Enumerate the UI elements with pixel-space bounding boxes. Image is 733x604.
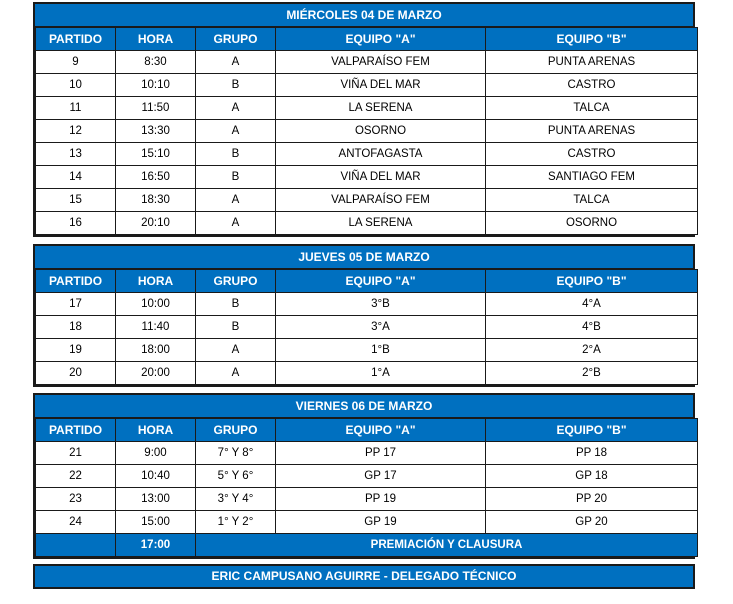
cell-grupo: B <box>196 316 276 339</box>
table-row <box>36 74 698 97</box>
schedule-day-2 <box>33 244 695 387</box>
cell-equipo-a: OSORNO <box>276 120 486 143</box>
cell-equipo-a: GP 19 <box>276 511 486 534</box>
cell-equipo-a: VALPARAÍSO FEM <box>276 51 486 74</box>
cell-equipo-b: TALCA <box>486 97 698 120</box>
matches-table <box>35 418 698 557</box>
cell-partido: 18 <box>36 316 116 339</box>
cell-hora: 18:30 <box>116 189 196 212</box>
col-header-partido: PARTIDO <box>36 28 116 51</box>
cell-equipo-a: 1°A <box>276 362 486 385</box>
col-header-hora: HORA <box>116 28 196 51</box>
col-header-grupo: GRUPO <box>196 270 276 293</box>
cell-partido: 9 <box>36 51 116 74</box>
cell-equipo-b: CASTRO <box>486 143 698 166</box>
cell-hora: 13:00 <box>116 488 196 511</box>
cell-partido: 24 <box>36 511 116 534</box>
table-row <box>36 465 698 488</box>
cell-equipo-b: CASTRO <box>486 74 698 97</box>
cell-hora: 10:40 <box>116 465 196 488</box>
cell-grupo: B <box>196 143 276 166</box>
cell-equipo-a: LA SERENA <box>276 97 486 120</box>
cell-equipo-b: TALCA <box>486 189 698 212</box>
cell-hora: 11:40 <box>116 316 196 339</box>
col-header-grupo: GRUPO <box>196 419 276 442</box>
cell-partido: 20 <box>36 362 116 385</box>
cell-partido: 22 <box>36 465 116 488</box>
cell-equipo-a: 1°B <box>276 339 486 362</box>
closing-blank <box>36 534 116 557</box>
cell-grupo: 3° Y 4° <box>196 488 276 511</box>
cell-equipo-b: GP 20 <box>486 511 698 534</box>
cell-partido: 11 <box>36 97 116 120</box>
col-header-equipo-b: EQUIPO "B" <box>486 28 698 51</box>
table-row <box>36 362 698 385</box>
cell-hora: 18:00 <box>116 339 196 362</box>
matches-table <box>35 27 698 235</box>
cell-equipo-a: VIÑA DEL MAR <box>276 166 486 189</box>
cell-equipo-b: PP 18 <box>486 442 698 465</box>
signature-bar: ERIC CAMPUSANO AGUIRRE - DELEGADO TÉCNICO <box>33 564 695 589</box>
col-header-grupo: GRUPO <box>196 28 276 51</box>
cell-grupo: 5° Y 6° <box>196 465 276 488</box>
col-header-hora: HORA <box>116 419 196 442</box>
cell-grupo: 1° Y 2° <box>196 511 276 534</box>
table-row <box>36 143 698 166</box>
cell-hora: 20:00 <box>116 362 196 385</box>
cell-equipo-b: 4°A <box>486 293 698 316</box>
table-row <box>36 120 698 143</box>
day-title: VIERNES 06 DE MARZO <box>35 395 693 418</box>
table-row <box>36 166 698 189</box>
header-row <box>36 419 698 442</box>
cell-grupo: A <box>196 189 276 212</box>
cell-partido: 19 <box>36 339 116 362</box>
cell-equipo-a: PP 17 <box>276 442 486 465</box>
header-row <box>36 270 698 293</box>
closing-time: 17:00 <box>116 534 196 557</box>
cell-equipo-a: 3°A <box>276 316 486 339</box>
table-row <box>36 97 698 120</box>
col-header-equipo-a: EQUIPO "A" <box>276 270 486 293</box>
cell-partido: 13 <box>36 143 116 166</box>
cell-equipo-a: 3°B <box>276 293 486 316</box>
col-header-equipo-a: EQUIPO "A" <box>276 28 486 51</box>
table-row <box>36 293 698 316</box>
cell-equipo-b: PUNTA ARENAS <box>486 120 698 143</box>
cell-partido: 23 <box>36 488 116 511</box>
cell-grupo: A <box>196 339 276 362</box>
closing-row <box>36 534 698 557</box>
cell-grupo: A <box>196 120 276 143</box>
cell-hora: 9:00 <box>116 442 196 465</box>
table-row <box>36 316 698 339</box>
cell-hora: 13:30 <box>116 120 196 143</box>
col-header-hora: HORA <box>116 270 196 293</box>
cell-equipo-b: 2°B <box>486 362 698 385</box>
cell-equipo-b: SANTIAGO FEM <box>486 166 698 189</box>
cell-equipo-a: ANTOFAGASTA <box>276 143 486 166</box>
cell-partido: 21 <box>36 442 116 465</box>
schedule-day-3 <box>33 393 695 559</box>
cell-equipo-b: PUNTA ARENAS <box>486 51 698 74</box>
cell-grupo: B <box>196 166 276 189</box>
col-header-partido: PARTIDO <box>36 270 116 293</box>
cell-partido: 16 <box>36 212 116 235</box>
cell-grupo: A <box>196 97 276 120</box>
cell-grupo: B <box>196 74 276 97</box>
table-row <box>36 51 698 74</box>
cell-hora: 15:10 <box>116 143 196 166</box>
day-title: MIÉRCOLES 04 DE MARZO <box>35 4 693 27</box>
cell-equipo-b: PP 20 <box>486 488 698 511</box>
col-header-equipo-b: EQUIPO "B" <box>486 419 698 442</box>
cell-equipo-b: 2°A <box>486 339 698 362</box>
table-row <box>36 511 698 534</box>
cell-grupo: A <box>196 51 276 74</box>
cell-equipo-a: VALPARAÍSO FEM <box>276 189 486 212</box>
cell-grupo: A <box>196 362 276 385</box>
cell-hora: 10:00 <box>116 293 196 316</box>
col-header-partido: PARTIDO <box>36 419 116 442</box>
table-row <box>36 339 698 362</box>
cell-partido: 12 <box>36 120 116 143</box>
header-row <box>36 28 698 51</box>
table-row <box>36 488 698 511</box>
closing-label: PREMIACIÓN Y CLAUSURA <box>196 534 698 557</box>
cell-hora: 10:10 <box>116 74 196 97</box>
cell-partido: 10 <box>36 74 116 97</box>
cell-equipo-a: PP 19 <box>276 488 486 511</box>
cell-hora: 16:50 <box>116 166 196 189</box>
schedule-day-1 <box>33 2 695 237</box>
cell-hora: 11:50 <box>116 97 196 120</box>
col-header-equipo-b: EQUIPO "B" <box>486 270 698 293</box>
cell-equipo-a: LA SERENA <box>276 212 486 235</box>
cell-grupo: 7° Y 8° <box>196 442 276 465</box>
cell-partido: 15 <box>36 189 116 212</box>
table-row <box>36 189 698 212</box>
cell-partido: 14 <box>36 166 116 189</box>
cell-equipo-b: GP 18 <box>486 465 698 488</box>
matches-table <box>35 269 698 385</box>
cell-equipo-a: VIÑA DEL MAR <box>276 74 486 97</box>
day-title: JUEVES 05 DE MARZO <box>35 246 693 269</box>
cell-hora: 8:30 <box>116 51 196 74</box>
cell-equipo-b: OSORNO <box>486 212 698 235</box>
cell-hora: 15:00 <box>116 511 196 534</box>
table-row <box>36 212 698 235</box>
cell-hora: 20:10 <box>116 212 196 235</box>
cell-equipo-b: 4°B <box>486 316 698 339</box>
cell-grupo: A <box>196 212 276 235</box>
table-row <box>36 442 698 465</box>
cell-grupo: B <box>196 293 276 316</box>
col-header-equipo-a: EQUIPO "A" <box>276 419 486 442</box>
cell-partido: 17 <box>36 293 116 316</box>
cell-equipo-a: GP 17 <box>276 465 486 488</box>
